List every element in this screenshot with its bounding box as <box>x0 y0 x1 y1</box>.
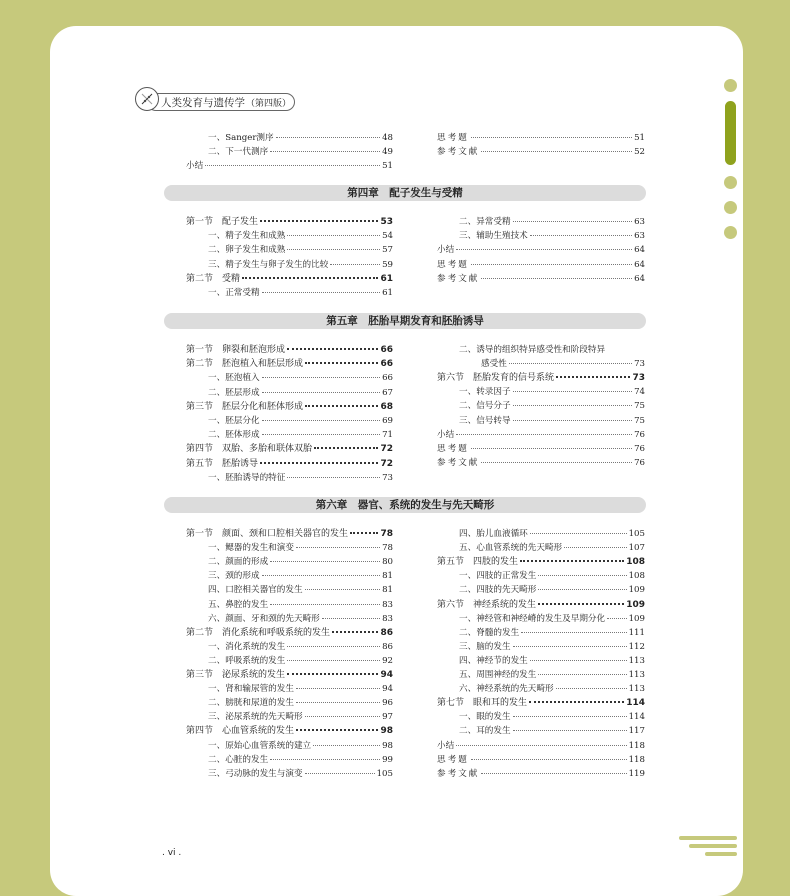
dot-leader <box>456 745 626 746</box>
toc-entry-page: 86 <box>380 627 393 638</box>
toc-entry-label: 二、四肢的先天畸形 <box>459 585 537 596</box>
toc-misc-entry[interactable] <box>437 443 645 455</box>
deco-line <box>679 836 737 840</box>
toc-subsection-entry[interactable] <box>208 697 393 709</box>
toc-entry-label: 三、弓动脉的发生与演变 <box>208 768 303 779</box>
dot-leader <box>529 701 624 703</box>
toc-entry-page: 118 <box>628 754 645 765</box>
toc-entry-label: 四、口腔相关器官的发生 <box>208 585 303 596</box>
dot-leader <box>262 292 380 293</box>
toc-entry-page: 73 <box>634 359 645 369</box>
toc-subsection-entry[interactable] <box>208 244 393 256</box>
toc-summary-entry[interactable] <box>437 429 645 441</box>
toc-entry-page: 107 <box>628 543 645 554</box>
toc-entry-label: 四、胎儿血液循环 <box>459 529 528 539</box>
toc-entry-page: 97 <box>382 712 393 723</box>
toc-subsection-entry[interactable] <box>459 669 645 681</box>
dot-leader <box>276 137 380 138</box>
toc-subsection-entry[interactable] <box>208 740 393 752</box>
toc-entry-page: 61 <box>380 273 393 284</box>
dot-leader <box>332 631 378 633</box>
dot-leader <box>270 604 380 605</box>
dot-leader <box>262 377 380 378</box>
toc-section-entry[interactable] <box>186 443 393 455</box>
toc-subsection-entry[interactable] <box>208 542 393 554</box>
toc-subsection-entry[interactable] <box>459 216 645 228</box>
toc-entry-page: 64 <box>634 245 645 256</box>
toc-entry-label: 三、颈的形成 <box>208 571 260 582</box>
toc-entry-label: 第一节 配子发生 <box>186 217 259 227</box>
toc-entry-page: 59 <box>382 259 393 270</box>
toc-entry-label: 二、异常受精 <box>459 217 511 227</box>
toc-subsection-entry[interactable] <box>208 599 393 611</box>
toc-entry-label: 第一节 卵裂和胚泡形成 <box>186 345 286 355</box>
dot-leader <box>471 264 632 265</box>
dot-leader <box>262 392 380 393</box>
dot-leader <box>287 348 378 350</box>
dot-leader <box>471 137 632 138</box>
dot-leader <box>270 151 380 152</box>
toc-entry-page: 66 <box>380 359 393 370</box>
toc-entry-page: 109 <box>628 613 645 624</box>
toc-subsection-entry[interactable] <box>459 584 645 596</box>
toc-entry-label: 一、原始心血管系统的建立 <box>208 740 312 751</box>
toc-entry-page: 99 <box>382 754 393 765</box>
dot-leader <box>530 235 632 236</box>
toc-summary-entry[interactable] <box>437 244 645 256</box>
toc-entry-label: 参考文献 <box>437 458 480 469</box>
toc-entry-page: 81 <box>382 585 393 596</box>
toc-entry-page: 76 <box>634 458 645 469</box>
toc-section-entry[interactable] <box>186 273 393 285</box>
toc-subsection-entry[interactable] <box>208 387 393 399</box>
toc-entry-label: 一、四肢的正常发生 <box>459 571 537 582</box>
toc-subsection-entry[interactable] <box>208 146 393 158</box>
dot-leader <box>513 221 632 222</box>
toc-entry-page: 63 <box>634 231 645 242</box>
dot-leader <box>287 673 378 675</box>
toc-entry-page: 61 <box>382 288 393 298</box>
toc-entry-label: 二、胚层形成 <box>208 387 260 398</box>
toc-entry-label: 三、辅助生殖技术 <box>459 231 528 242</box>
dot-leader <box>305 589 381 590</box>
toc-subsection-entry[interactable] <box>459 230 645 242</box>
toc-misc-entry[interactable] <box>437 754 645 766</box>
toc-subsection-entry[interactable] <box>459 528 645 540</box>
dot-leader <box>538 575 626 576</box>
toc-entry-page: 108 <box>626 557 645 568</box>
toc-entry-label: 二、卵子发生和成熟 <box>208 245 286 256</box>
toc-entry-page: 98 <box>382 740 393 751</box>
dot-leader <box>262 434 380 435</box>
toc-entry-page: 69 <box>382 416 393 426</box>
dot-leader <box>481 278 632 279</box>
toc-entry-label: 一、正常受精 <box>208 288 260 298</box>
toc-entry-page: 109 <box>628 585 645 596</box>
toc-section-entry[interactable] <box>437 372 645 384</box>
toc-entry-page: 73 <box>382 472 393 483</box>
dot-leader <box>471 759 627 760</box>
toc-entry-label: 五、周围神经的发生 <box>459 670 537 680</box>
side-dot <box>724 201 737 214</box>
toc-entry-label: 参考文献 <box>437 768 480 779</box>
toc-entry-page: 98 <box>380 726 393 737</box>
dot-leader <box>330 264 380 265</box>
toc-subsection-entry[interactable] <box>208 768 393 780</box>
dot-leader <box>556 688 627 689</box>
toc-subsection-entry-wrapped[interactable] <box>459 344 645 356</box>
toc-entry-page: 54 <box>382 231 393 242</box>
toc-entry-label: 小结 <box>437 245 455 256</box>
toc-entry-label: 四、神经节的发生 <box>459 655 528 666</box>
dot-leader <box>296 729 378 731</box>
toc-entry-label: 一、胚胎诱导的特征 <box>208 472 286 483</box>
toc-entry-label: 一、胚泡植入 <box>208 373 260 384</box>
toc-entry-label: 一、神经管和神经嵴的发生及早期分化 <box>459 613 606 624</box>
toc-entry-label: 第一节 颜面、颈和口腔相关器官的发生 <box>186 529 349 539</box>
side-pill-active <box>725 101 736 165</box>
toc-entry-page: 68 <box>380 401 393 412</box>
dot-leader <box>296 702 380 703</box>
dot-leader <box>287 660 380 661</box>
dot-leader <box>530 533 627 534</box>
toc-section-entry[interactable] <box>437 697 645 709</box>
toc-misc-entry[interactable] <box>437 457 645 469</box>
toc-entry-label: 第三节 泌尿系统的发生 <box>186 670 286 680</box>
dot-leader <box>556 376 630 378</box>
toc-entry-label: 一、精子发生和成熟 <box>208 231 286 242</box>
toc-entry-label: 二、脊髓的发生 <box>459 627 520 638</box>
toc-entry-label: 小结 <box>437 429 455 440</box>
toc-section-entry[interactable] <box>186 458 393 470</box>
toc-subsection-entry[interactable] <box>208 711 393 723</box>
toc-entry-page: 49 <box>382 147 393 157</box>
toc-subsection-entry[interactable] <box>208 584 393 596</box>
toc-entry-page: 76 <box>634 429 645 440</box>
toc-entry-label: 二、下一代测序 <box>208 147 269 157</box>
toc-subsection-entry[interactable] <box>459 570 645 582</box>
toc-entry-page: 83 <box>382 613 393 624</box>
toc-section-entry[interactable] <box>186 344 393 356</box>
dot-leader <box>513 391 632 392</box>
toc-section-entry[interactable] <box>186 528 393 540</box>
toc-entry-label: 小结 <box>437 740 455 751</box>
toc-entry-label: 一、眼的发生 <box>459 712 511 723</box>
dot-leader <box>520 560 624 562</box>
book-header <box>135 89 295 115</box>
toc-entry-label: 五、鼻腔的发生 <box>208 599 269 610</box>
toc-subsection-entry[interactable] <box>208 754 393 766</box>
dot-leader <box>513 716 627 717</box>
toc-subsection-entry[interactable] <box>208 372 393 384</box>
toc-entry-label: 三、信号转导 <box>459 415 511 426</box>
dot-leader <box>270 759 380 760</box>
toc-entry-page: 83 <box>382 599 393 610</box>
toc-subsection-entry[interactable] <box>481 358 645 370</box>
toc-entry-label: 二、胚体形成 <box>208 430 260 441</box>
dot-leader <box>287 249 380 250</box>
dot-leader <box>287 477 380 478</box>
toc-entry-page: 114 <box>628 712 645 723</box>
toc-entry-page: 92 <box>382 655 393 666</box>
toc-section-entry[interactable] <box>186 669 393 681</box>
toc-entry-label: 第二节 受精 <box>186 273 241 284</box>
toc-entry-page: 52 <box>634 147 645 157</box>
side-dot <box>724 176 737 189</box>
toc-entry-page: 105 <box>376 768 393 779</box>
toc-entry-page: 111 <box>628 627 645 638</box>
toc-subsection-entry[interactable] <box>459 386 645 398</box>
dot-leader <box>538 589 626 590</box>
toc-summary-entry[interactable] <box>186 160 393 172</box>
toc-entry-page: 109 <box>626 599 645 610</box>
dot-leader <box>305 405 378 407</box>
toc-section-entry[interactable] <box>437 556 645 568</box>
dot-leader <box>287 235 380 236</box>
toc-misc-entry[interactable] <box>437 273 645 285</box>
toc-entry-label: 第四节 心血管系统的发生 <box>186 726 295 737</box>
dot-leader <box>350 532 378 534</box>
toc-misc-entry[interactable] <box>437 132 645 144</box>
toc-entry-label: 第二节 消化系统和呼吸系统的发生 <box>186 627 331 638</box>
dot-leader <box>296 688 380 689</box>
toc-entry-page: 48 <box>382 133 393 143</box>
toc-entry-label: 六、颜面、牙和颈的先天畸形 <box>208 613 320 624</box>
toc-entry-page: 94 <box>380 670 393 680</box>
toc-entry-page: 113 <box>628 670 645 680</box>
toc-entry-page: 75 <box>634 401 645 412</box>
toc-entry-page: 74 <box>634 387 645 398</box>
toc-subsection-entry[interactable] <box>459 641 645 653</box>
toc-entry-label: 二、心脏的发生 <box>208 754 269 765</box>
dot-leader <box>205 165 380 166</box>
dot-leader <box>313 745 380 746</box>
dot-leader <box>260 220 378 222</box>
toc-entry-page: 67 <box>382 387 393 398</box>
toc-entry-page: 76 <box>634 444 645 454</box>
toc-entry-label: 第六节 胚胎发育的信号系统 <box>437 373 555 383</box>
toc-entry-label: 二、诱导的组织特异感受性和阶段特异 <box>459 345 606 355</box>
toc-entry-page: 57 <box>382 245 393 256</box>
toc-subsection-entry[interactable] <box>459 415 645 427</box>
toc-entry-label: 参考文献 <box>437 273 480 284</box>
dot-leader <box>509 363 632 364</box>
toc-entry-label: 感受性 <box>481 359 507 369</box>
toc-entry-label: 二、颜面的形成 <box>208 557 269 568</box>
dot-leader <box>456 434 632 435</box>
toc-section-entry[interactable] <box>186 627 393 639</box>
toc-subsection-entry[interactable] <box>208 132 393 144</box>
dot-leader <box>260 462 378 464</box>
side-dot <box>724 226 737 239</box>
toc-subsection-entry[interactable] <box>208 287 393 299</box>
toc-subsection-entry[interactable] <box>459 542 645 554</box>
toc-entry-page: 113 <box>628 684 645 695</box>
dot-leader <box>270 561 380 562</box>
toc-entry-page: 96 <box>382 698 393 709</box>
dot-leader <box>314 447 378 449</box>
toc-entry-page: 64 <box>634 259 645 270</box>
dot-leader <box>538 603 624 605</box>
dot-leader <box>564 547 626 548</box>
dot-leader <box>538 674 626 675</box>
dot-leader <box>471 448 632 449</box>
dot-leader <box>305 716 381 717</box>
toc-entry-page: 72 <box>380 444 393 455</box>
toc-entry-page: 119 <box>628 768 645 779</box>
dot-leader <box>242 277 378 279</box>
toc-subsection-entry[interactable] <box>208 655 393 667</box>
toc-entry-label: 三、泌尿系统的先天畸形 <box>208 712 303 723</box>
toc-entry-label: 参考文献 <box>437 147 480 157</box>
toc-entry-page: 75 <box>634 415 645 426</box>
toc-entry-label: 六、神经系统的先天畸形 <box>459 684 554 695</box>
dot-leader <box>513 730 627 731</box>
toc-misc-entry[interactable] <box>437 259 645 271</box>
toc-entry-page: 78 <box>382 543 393 554</box>
dna-icon <box>135 87 159 111</box>
toc-subsection-entry[interactable] <box>459 400 645 412</box>
toc-subsection-entry[interactable] <box>459 711 645 723</box>
dot-leader <box>481 151 632 152</box>
toc-entry-label: 一、转录因子 <box>459 387 511 398</box>
toc-entry-label: 一、消化系统的发生 <box>208 641 286 652</box>
toc-subsection-entry[interactable] <box>459 683 645 695</box>
toc-subsection-entry[interactable] <box>208 230 393 242</box>
toc-section-entry[interactable] <box>186 725 393 737</box>
toc-entry-page: 63 <box>634 217 645 227</box>
toc-summary-entry[interactable] <box>437 740 645 752</box>
toc-subsection-entry[interactable] <box>208 415 393 427</box>
toc-entry-label: 第五节 胚胎诱导 <box>186 458 259 469</box>
page-number: . vi . <box>162 848 182 858</box>
toc-entry-page: 71 <box>382 430 393 441</box>
toc-section-entry[interactable] <box>186 358 393 370</box>
dot-leader <box>513 646 627 647</box>
toc-entry-label: 三、脑的发生 <box>459 641 511 652</box>
dot-leader <box>481 773 626 774</box>
toc-subsection-entry[interactable] <box>459 627 645 639</box>
toc-entry-label: 二、膀胱和尿道的发生 <box>208 698 294 709</box>
toc-entry-label: 二、呼吸系统的发生 <box>208 655 286 666</box>
chapter-heading[interactable]: 第五章 胚胎早期发育和胚胎诱导 <box>164 313 646 329</box>
toc-entry-page: 51 <box>382 161 393 171</box>
dot-leader <box>322 618 380 619</box>
dot-leader <box>521 632 626 633</box>
toc-entry-label: 小结 <box>186 161 204 171</box>
toc-subsection-entry[interactable] <box>208 683 393 695</box>
toc-entry-page: 108 <box>628 571 645 582</box>
toc-entry-page: 78 <box>380 529 393 539</box>
dot-leader <box>481 462 632 463</box>
toc-entry-page: 112 <box>628 641 645 652</box>
toc-entry-page: 66 <box>382 373 393 384</box>
toc-entry-page: 80 <box>382 557 393 568</box>
dot-leader <box>296 547 380 548</box>
dot-leader <box>262 575 380 576</box>
dot-leader <box>262 420 380 421</box>
toc-subsection-entry[interactable] <box>459 613 645 625</box>
deco-line <box>705 852 737 856</box>
toc-subsection-entry[interactable] <box>208 556 393 568</box>
toc-subsection-entry[interactable] <box>459 655 645 667</box>
toc-entry-label: 一、肾和输尿管的发生 <box>208 684 294 695</box>
toc-entry-label: 第五节 四肢的发生 <box>437 557 519 568</box>
toc-entry-page: 105 <box>628 529 645 539</box>
toc-entry-label: 一、鳃器的发生和演变 <box>208 543 294 554</box>
dot-leader <box>305 362 378 364</box>
dot-leader <box>530 660 627 661</box>
dot-leader <box>287 646 380 647</box>
toc-subsection-entry[interactable] <box>208 641 393 653</box>
toc-entry-label: 第七节 眼和耳的发生 <box>437 698 528 709</box>
toc-entry-page: 113 <box>628 655 645 666</box>
toc-subsection-entry[interactable] <box>208 259 393 271</box>
toc-subsection-entry[interactable] <box>459 725 645 737</box>
toc-entry-label: 一、Sanger测序 <box>208 133 274 143</box>
toc-entry-label: 第六节 神经系统的发生 <box>437 599 537 610</box>
toc-entry-label: 思考题 <box>437 754 469 765</box>
toc-entry-page: 118 <box>628 740 645 751</box>
toc-entry-label: 第二节 胚泡植入和胚层形成 <box>186 359 304 370</box>
toc-entry-label: 二、耳的发生 <box>459 726 511 737</box>
chapter-heading[interactable]: 第六章 器官、系统的发生与先天畸形 <box>164 497 646 513</box>
toc-section-entry[interactable] <box>186 216 393 228</box>
deco-line <box>689 844 737 848</box>
toc-entry-page: 51 <box>634 133 645 143</box>
toc-misc-entry[interactable] <box>437 768 645 780</box>
dot-leader <box>305 773 375 774</box>
toc-entry-page: 72 <box>380 458 393 469</box>
toc-subsection-entry[interactable] <box>208 613 393 625</box>
toc-section-entry[interactable] <box>186 401 393 413</box>
dot-leader <box>513 405 632 406</box>
dot-leader <box>607 618 626 619</box>
toc-entry-page: 117 <box>628 726 645 737</box>
toc-entry-page: 53 <box>380 217 393 227</box>
dot-leader <box>456 249 632 250</box>
toc-subsection-entry[interactable] <box>208 472 393 484</box>
toc-entry-label: 第四节 双胎、多胎和联体双胎 <box>186 444 313 455</box>
side-dot <box>724 79 737 92</box>
toc-entry-page: 114 <box>626 698 645 709</box>
toc-entry-page: 94 <box>382 684 393 695</box>
toc-subsection-entry[interactable] <box>208 429 393 441</box>
book-edition: （第四版） <box>246 99 292 109</box>
toc-entry-label: 五、心血管系统的先天畸形 <box>459 543 563 554</box>
toc-entry-label: 一、胚层分化 <box>208 416 260 426</box>
toc-entry-label: 思考题 <box>437 444 469 454</box>
toc-section-entry[interactable] <box>437 599 645 611</box>
toc-entry-page: 86 <box>382 641 393 652</box>
toc-misc-entry[interactable] <box>437 146 645 158</box>
toc-subsection-entry[interactable] <box>208 570 393 582</box>
toc-entry-label: 思考题 <box>437 259 469 270</box>
toc-entry-page: 73 <box>632 373 645 383</box>
toc-entry-page: 81 <box>382 571 393 582</box>
dot-leader <box>513 420 632 421</box>
toc-entry-page: 66 <box>380 345 393 355</box>
toc-entry-label: 思考题 <box>437 133 469 143</box>
toc-entry-label: 三、精子发生与卵子发生的比较 <box>208 259 329 270</box>
chapter-heading[interactable]: 第四章 配子发生与受精 <box>164 185 646 201</box>
toc-entry-label: 二、信号分子 <box>459 401 511 412</box>
toc-entry-page: 64 <box>634 273 645 284</box>
toc-entry-label: 第三节 胚层分化和胚体形成 <box>186 401 304 412</box>
book-title: 人类发育与遗传学 <box>161 97 245 109</box>
